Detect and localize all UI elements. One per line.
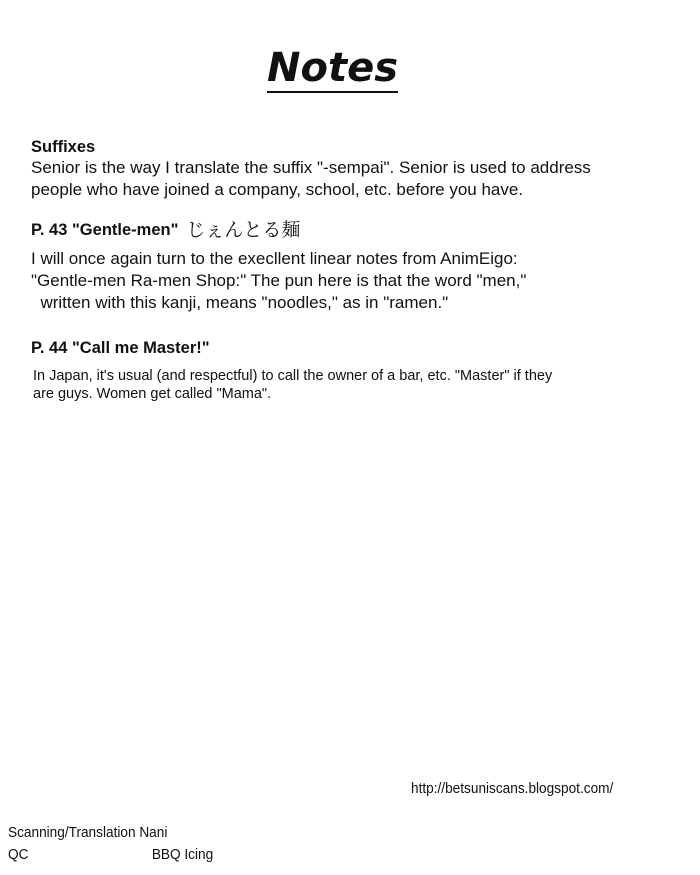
section-body-gentle-men — [31, 248, 526, 314]
section-body-suffixes — [31, 157, 591, 201]
credit-row — [8, 846, 234, 864]
body-line: Senior is the way I translate the suffix "-sempai". Senior is used to address — [31, 158, 591, 177]
section-heading-text: Suffixes — [31, 138, 96, 156]
body-line: I will once again turn to the execllent linear notes from AnimEigo: — [31, 249, 518, 268]
section-heading-suffixes — [31, 137, 95, 157]
body-line: In Japan, it's usual (and respectful) to call the owner of a bar, etc. "Master" if they — [33, 368, 553, 384]
section-heading-text: P. 44 "Call me Master!" — [31, 339, 210, 357]
credit-role: QC — [8, 847, 29, 863]
section-heading-gentle-men — [31, 220, 300, 240]
credit-name: BBQ Icing — [151, 847, 214, 863]
credit-role: Scanning/Translation — [8, 825, 136, 841]
credit-name: Nani — [139, 825, 168, 841]
body-line: "Gentle-men Ra-men Shop:" The pun here is that the word "men," — [31, 271, 527, 290]
section-heading-text: P. 43 "Gentle-men" — [31, 221, 179, 239]
page-title-text: Notes — [266, 45, 398, 91]
body-line: are guys. Women get called "Mama". — [33, 386, 272, 402]
section-body-call-me-master — [33, 367, 552, 403]
site-url: http://betsuniscans.blogspot.com/ — [411, 781, 614, 797]
page-title — [0, 44, 665, 93]
body-line: written with this kanji, means "noodles," as in "ramen." — [31, 293, 449, 312]
section-heading-call-me-master — [31, 338, 210, 358]
credit-row — [8, 824, 167, 842]
body-line: people who have joined a company, school, etc. before you have. — [31, 180, 524, 199]
section-heading-japanese: じぇんとる麺 — [186, 219, 301, 241]
